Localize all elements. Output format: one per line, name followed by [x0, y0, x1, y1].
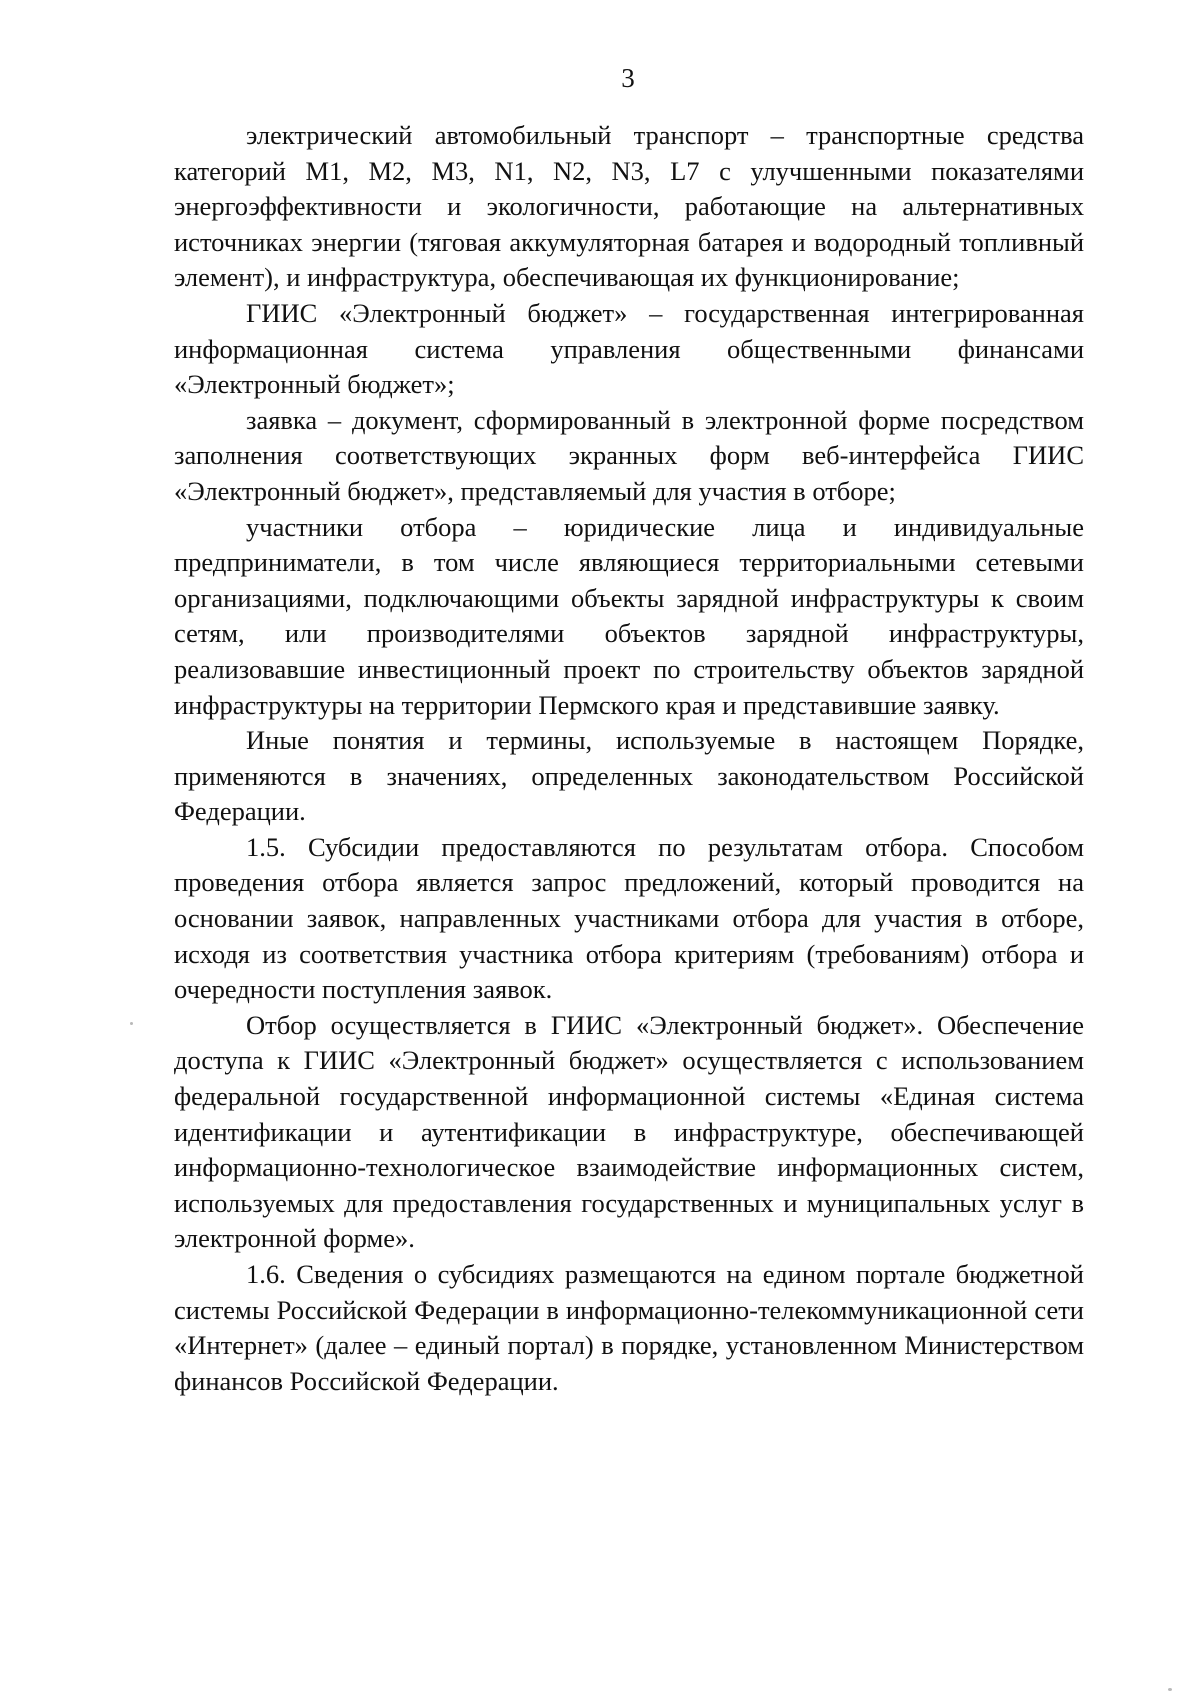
scan-dust-mark: [130, 1022, 133, 1025]
definition-application: заявка – документ, сформированный в электронной форме посредством заполнения соответствующих экранных форм веб-интерфейса ГИИС «Электронный бюджет», представляемый для участия в отборе;: [174, 404, 1084, 506]
scan-dust-mark: [1168, 1688, 1172, 1691]
document-body: [174, 118, 1084, 1399]
definition-electric-transport: электрический автомобильный транспорт – транспортные средства категорий M1, M2, M3, N1, N2, N3, L7 с улучшенными показателями энергоэффективности и экологичности, работающие на альтернативных источниках энергии (тяговая аккумуляторная батарея и водородный топливный элемент), и инфраструктура, обеспечивающая их функционирование;: [174, 120, 1084, 293]
selection-procedure-paragraph: Отбор осуществляется в ГИИС «Электронный бюджет». Обеспечение доступа к ГИИС «Электронный бюджет» осуществляется с использованием федеральной государственной информационной системы «Единая система идентификации и аутентификации в инфраструктуре, обеспечивающей информационно-технологическое взаимодействие информационных систем, используемых для предоставления государственных и муниципальных услуг в электронной форме».: [174, 1009, 1084, 1254]
definition-giis-budget: ГИИС «Электронный бюджет» – государственная интегрированная информационная система управления общественными финансами «Электронный бюджет»;: [174, 297, 1084, 400]
page-number: 3: [621, 63, 635, 93]
definition-participants: участники отбора – юридические лица и индивидуальные предприниматели, в том числе являющиеся территориальными сетевыми организациями, подключающими объекты зарядной инфраструктуры к своим сетям, или производителями объектов зарядной инфраструктуры, реализовавшие инвестиционный проект по строительству объектов зарядной инфраструктуры на территории Пермского края и представившие заявку.: [174, 511, 1084, 720]
section-1-6-paragraph: 1.6. Сведения о субсидиях размещаются на едином портале бюджетной системы Российской Федерации в информационно-телекоммуникационной сети «Интернет» (далее – единый портал) в порядке, установленном Министерством финансов Российской Федерации.: [174, 1259, 1084, 1396]
section-1-5-paragraph: 1.5. Субсидии предоставляются по результатам отбора. Способом проведения отбора является запрос предложений, который проводится на основании заявок, направленных участниками отбора для участия в отборе, исходя из соответствия участника отбора критериям (требованиям) отбора и очередности поступления заявок.: [174, 831, 1084, 1005]
other-terms-paragraph: Иные понятия и термины, используемые в настоящем Порядке, применяются в значениях, определенных законодательством Российской Федерации.: [174, 725, 1084, 827]
